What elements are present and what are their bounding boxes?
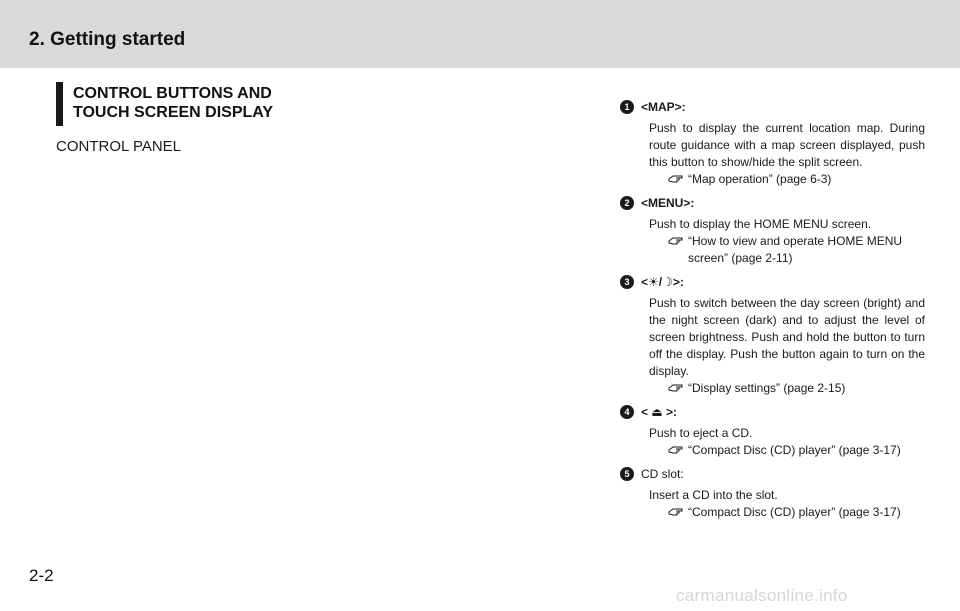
button-descriptions	[620, 98, 925, 527]
item-label: < ⏏ >:	[641, 404, 678, 419]
page-reference-text: “How to view and operate HOME MENU screen” (page 2-11)	[688, 234, 903, 265]
list-item-menu	[620, 194, 925, 267]
pointing-hand-icon	[668, 234, 684, 247]
page-reference-text: “Compact Disc (CD) player” (page 3-17)	[688, 505, 901, 519]
list-item-map	[620, 98, 925, 188]
item-number-badge: 3	[620, 275, 634, 289]
page-reference[interactable]	[668, 380, 925, 397]
list-item-eject	[620, 403, 925, 459]
watermark: carmanualsonline.info	[676, 586, 848, 605]
page-reference[interactable]	[668, 233, 925, 267]
section-marker-bar	[56, 82, 63, 126]
subsection-title: CONTROL PANEL	[56, 138, 182, 155]
item-number-badge: 2	[620, 196, 634, 210]
item-label: <☀/☽>:	[641, 274, 684, 289]
item-label: CD slot:	[641, 466, 684, 481]
pointing-hand-icon	[668, 443, 684, 456]
item-number-badge: 1	[620, 100, 634, 114]
pointing-hand-icon	[668, 172, 684, 185]
item-number-badge: 5	[620, 467, 634, 481]
page-reference-text: “Map operation” (page 6-3)	[688, 172, 832, 186]
page-reference-text: “Compact Disc (CD) player” (page 3-17)	[688, 443, 901, 457]
chapter-title: 2. Getting started	[29, 29, 186, 50]
item-description: Push to switch between the day screen (bright) and the night screen (dark) and to adjust the level of screen brightness. Push and hold the button to turn off the display. Push the button again to turn on the display.	[649, 296, 925, 378]
page-number: 2-2	[29, 566, 54, 585]
chapter-header	[0, 0, 960, 68]
item-description: Push to eject a CD.	[649, 426, 753, 440]
pointing-hand-icon	[668, 381, 684, 394]
page-reference[interactable]	[668, 504, 925, 521]
item-description: Push to display the current location map. During route guidance with a map screen displayed, push this button to show/hide the split screen.	[649, 121, 925, 169]
page-reference[interactable]	[668, 442, 925, 459]
section-title: CONTROL BUTTONS AND TOUCH SCREEN DISPLAY	[73, 85, 274, 121]
pointing-hand-icon	[668, 505, 684, 518]
item-number-badge: 4	[620, 405, 634, 419]
item-description: Push to display the HOME MENU screen.	[649, 217, 872, 231]
item-label: <MAP>:	[641, 99, 686, 114]
list-item-brightness	[620, 273, 925, 397]
list-item-cd-slot	[620, 465, 925, 521]
page-reference[interactable]	[668, 171, 925, 188]
item-label: <MENU>:	[641, 195, 695, 210]
item-description: Insert a CD into the slot.	[649, 488, 778, 502]
page-reference-text: “Display settings” (page 2-15)	[688, 381, 846, 395]
